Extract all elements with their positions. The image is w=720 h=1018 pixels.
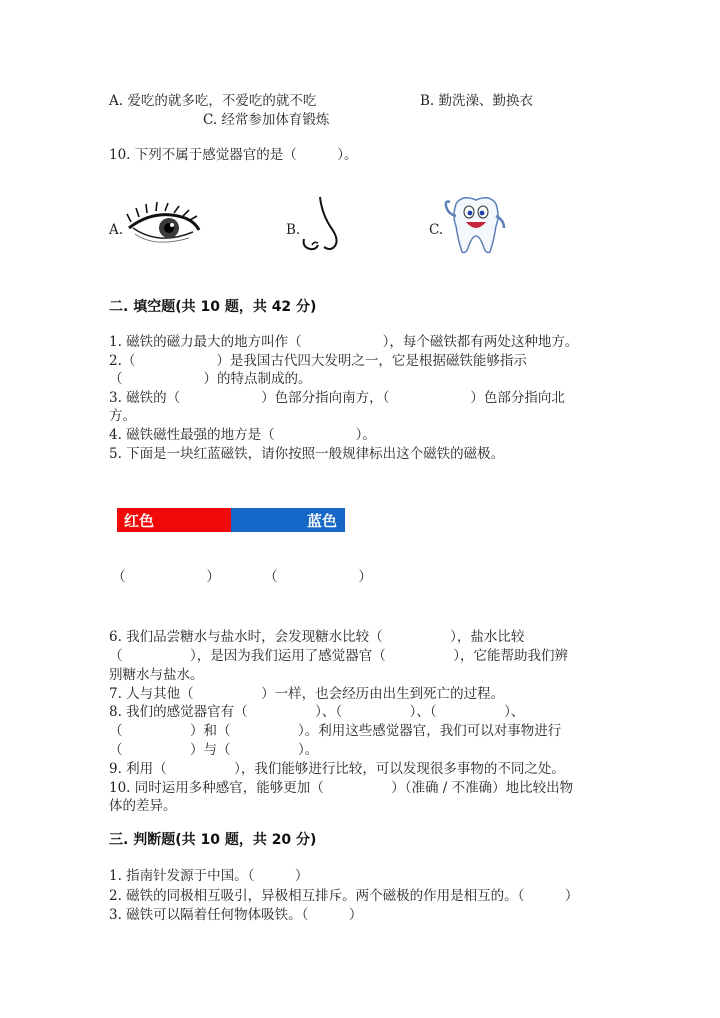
fill-line: 4. 磁铁磁性最强的地方是（ ）。 (109, 427, 376, 443)
magnet-red-half: 红色 (117, 508, 231, 532)
q9-option-c: C. 经常参加体育锻炼 (203, 112, 330, 128)
fill-line: 3. 磁铁的（ ）色部分指向南方，（ ）色部分指向北 (109, 390, 565, 406)
fill-line: 1. 磁铁的磁力最大的地方叫作（ ），每个磁铁都有两处这种地方。 (109, 334, 579, 350)
fill-line: 方。 (109, 408, 136, 424)
nose-icon (300, 195, 344, 255)
magnet-blank-left: （ ） (112, 569, 220, 585)
fill-line: 9. 利用（ ），我们能够进行比较，可以发现很多事物的不同之处。 (109, 761, 565, 777)
q9-option-a: A. 爱吃的就多吃，不爱吃的就不吃 (109, 93, 317, 109)
section2-title: 二. 填空题(共 10 题，共 42 分) (109, 299, 317, 315)
judge-line: 2. 磁铁的同极相互吸引，异极相互排斥。两个磁极的作用是相互的。（ ） (109, 888, 579, 904)
magnet-blank-right: （ ） (264, 569, 372, 585)
q10-label-b: B. (286, 222, 301, 238)
fill-line: （ ）和（ ）。利用这些感觉器官，我们可以对事物进行 (109, 723, 562, 739)
fill-line: 体的差异。 (109, 798, 177, 814)
fill-line: （ ）的特点制成的。 (109, 371, 312, 387)
q10-label-c: C. (429, 222, 444, 238)
judge-line: 3. 磁铁可以隔着任何物体吸铁。（ ） (109, 907, 363, 923)
fill-line: （ ）与（ ）。 (109, 742, 319, 758)
q10-label-a: A. (109, 222, 124, 238)
fill-line: 10. 同时运用多种感官，能够更加（ ）（准确 / 不准确）地比较出物 (109, 780, 574, 796)
eye-icon (125, 200, 203, 250)
red-blue-magnet (117, 508, 345, 532)
fill-line: 别糖水与盐水。 (109, 667, 204, 683)
section3-title: 三. 判断题(共 10 题，共 20 分) (109, 832, 317, 848)
tooth-cartoon-icon (442, 190, 510, 258)
fill-line: （ ），是因为我们运用了感觉器官（ ），它能帮助我们辨 (109, 648, 568, 664)
q9-option-b: B. 勤洗澡、勤换衣 (420, 93, 534, 109)
fill-line: 2.（ ）是我国古代四大发明之一，它是根据磁铁能够指示 (109, 353, 527, 369)
q10-stem: 10. 下列不属于感觉器官的是（ ）。 (109, 147, 358, 163)
fill-line: 7. 人与其他（ ）一样，也会经历由出生到死亡的过程。 (109, 686, 505, 702)
fill-line: 8. 我们的感觉器官有（ ）、（ ）、（ ）、 (109, 704, 525, 720)
fill-line: 5. 下面是一块红蓝磁铁，请你按照一般规律标出这个磁铁的磁极。 (109, 446, 505, 462)
magnet-blue-half: 蓝色 (231, 508, 345, 532)
fill-line: 6. 我们品尝糖水与盐水时，会发现糖水比较（ ），盐水比较 (109, 629, 525, 645)
judge-line: 1. 指南针发源于中国。（ ） (109, 868, 309, 884)
